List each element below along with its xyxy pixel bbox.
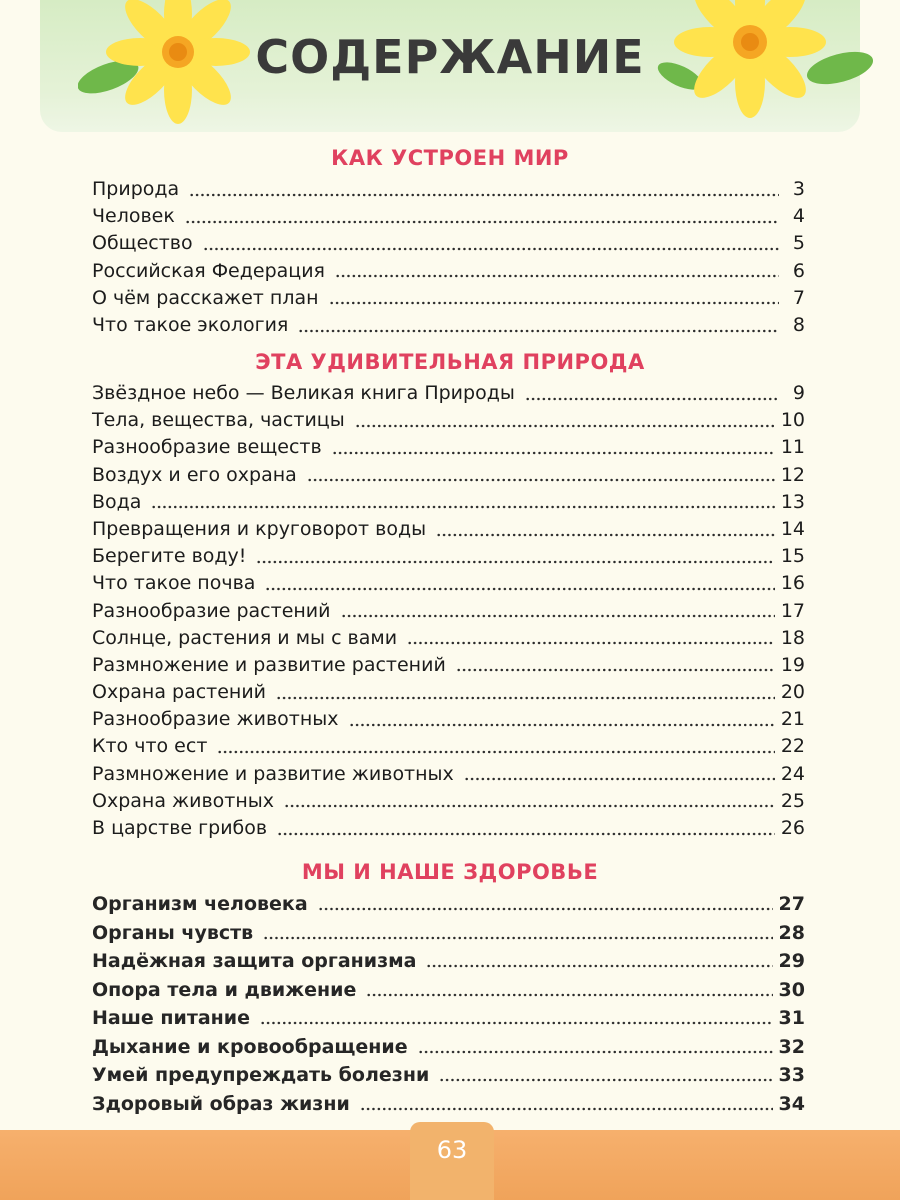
toc-item[interactable]: [92, 679, 805, 706]
toc-item-page: 13: [780, 490, 805, 513]
dot-leader: [335, 274, 779, 278]
dot-leader: [349, 723, 775, 727]
section-heading: МЫ И НАШЕ ЗДОРОВЬЕ: [301, 860, 599, 884]
toc-item[interactable]: [92, 434, 805, 461]
toc-list: [92, 176, 805, 339]
toc-item[interactable]: [92, 890, 805, 919]
toc-item-title: Воздух и его охрана: [92, 463, 297, 486]
toc-item[interactable]: [92, 407, 805, 434]
toc-item-page: 33: [778, 1064, 805, 1086]
toc-item[interactable]: [92, 947, 805, 976]
toc-item-title: Вода: [92, 490, 142, 513]
dot-leader: [203, 247, 779, 251]
toc-item-title: Разнообразие растений: [92, 599, 331, 622]
dot-leader: [265, 587, 774, 591]
toc-item-page: 8: [792, 313, 805, 336]
toc-item-page: 14: [780, 517, 805, 540]
toc-item[interactable]: [92, 788, 805, 815]
toc-item-title: Организм человека: [92, 893, 308, 915]
page-number: 63: [436, 1136, 468, 1164]
toc-item-page: 26: [780, 817, 805, 839]
toc-item-page: 29: [778, 950, 805, 972]
dot-leader: [332, 451, 775, 455]
toc-item[interactable]: [92, 380, 805, 407]
toc-item-title: Превращения и круговорот воды: [92, 517, 427, 540]
toc-item-page: 9: [792, 382, 805, 404]
dot-leader: [151, 505, 774, 509]
toc-item-title: Природа: [92, 178, 180, 200]
toc-list: [92, 380, 805, 842]
toc-item[interactable]: [92, 625, 805, 652]
toc-item-title: В царстве грибов: [92, 817, 268, 839]
toc-item-title: Надёжная защита организма: [92, 950, 417, 972]
dot-leader: [284, 804, 775, 808]
dot-leader: [407, 641, 775, 645]
toc-item[interactable]: [92, 489, 805, 516]
toc-item[interactable]: [92, 285, 805, 312]
toc-item[interactable]: [92, 176, 805, 203]
dot-leader: [355, 424, 775, 428]
toc-item-page: 28: [778, 921, 805, 944]
toc-item-title: Охрана растений: [92, 681, 267, 704]
toc-item-page: 3: [792, 178, 805, 200]
toc-item-page: 21: [780, 708, 805, 731]
dot-leader: [263, 936, 772, 940]
toc-item-page: 11: [780, 436, 805, 459]
dot-leader: [256, 560, 774, 564]
dot-leader: [189, 193, 779, 197]
toc-item-title: Наше питание: [92, 1007, 251, 1029]
toc-item-title: Звёздное небо — Великая книга Природы: [92, 382, 515, 404]
toc-item-page: 5: [792, 232, 805, 255]
toc-item-page: 7: [792, 286, 805, 309]
section-heading: ЭТА УДИВИТЕЛЬНАЯ ПРИРОДА: [255, 350, 645, 374]
toc-item-title: Опора тела и движение: [92, 978, 357, 1001]
toc-item-page: 32: [778, 1035, 805, 1058]
toc-item-page: 18: [780, 626, 805, 649]
toc-item-page: 24: [780, 762, 805, 785]
toc-item-title: Умей предупреждать болезни: [92, 1064, 430, 1086]
toc-item[interactable]: [92, 203, 805, 230]
toc-item[interactable]: [92, 1033, 805, 1062]
section-heading: КАК УСТРОЕН МИР: [331, 146, 569, 170]
toc-item-title: Разнообразие животных: [92, 708, 339, 731]
dot-leader: [366, 993, 772, 997]
toc-item-title: Органы чувств: [92, 921, 254, 944]
dot-leader: [525, 397, 779, 401]
toc-item[interactable]: [92, 230, 805, 257]
toc-item-title: Общество: [92, 232, 193, 255]
dot-leader: [277, 832, 775, 836]
toc-item[interactable]: [92, 258, 805, 285]
toc-item-title: Российская Федерация: [92, 259, 325, 282]
toc-item-title: Разнообразие веществ: [92, 436, 322, 459]
toc-item-page: 12: [780, 463, 805, 486]
dot-leader: [217, 750, 774, 754]
toc-item[interactable]: [92, 462, 805, 489]
dot-leader: [318, 907, 773, 911]
toc-item-page: 4: [792, 205, 805, 228]
toc-item[interactable]: [92, 919, 805, 948]
toc-item-page: 34: [778, 1092, 805, 1115]
toc-item[interactable]: [92, 761, 805, 788]
toc-item[interactable]: [92, 543, 805, 570]
toc-item-page: 31: [778, 1007, 805, 1029]
toc-item-page: 16: [780, 572, 805, 595]
toc-item-page: 27: [778, 893, 805, 915]
toc-item[interactable]: [92, 815, 805, 842]
page-title: СОДЕРЖАНИЕ: [255, 30, 645, 84]
toc-item[interactable]: [92, 1004, 805, 1033]
toc-item-page: 25: [780, 789, 805, 812]
toc-item-title: Что такое экология: [92, 313, 289, 336]
dot-leader: [298, 329, 779, 333]
toc-item[interactable]: [92, 652, 805, 679]
toc-item[interactable]: [92, 312, 805, 339]
toc-item-page: 19: [780, 653, 805, 676]
dot-leader: [329, 301, 779, 305]
toc-item-page: 20: [780, 681, 805, 704]
toc-item-title: Охрана животных: [92, 789, 275, 812]
dot-leader: [341, 614, 775, 618]
toc-item[interactable]: [92, 516, 805, 543]
dot-leader: [436, 533, 775, 537]
toc-item-title: Солнце, растения и мы с вами: [92, 626, 398, 649]
toc-item-page: 17: [780, 599, 805, 622]
toc-item-page: 30: [778, 978, 805, 1001]
toc-item-title: Дыхание и кровообращение: [92, 1035, 408, 1058]
dot-leader: [260, 1021, 773, 1025]
dot-leader: [439, 1078, 772, 1082]
toc-item[interactable]: [92, 976, 805, 1005]
toc-item[interactable]: [92, 1061, 805, 1090]
toc-item-title: Тела, вещества, частицы: [92, 409, 345, 432]
toc-item[interactable]: [92, 706, 805, 733]
toc-item-title: Берегите воду!: [92, 545, 247, 568]
dot-leader: [276, 696, 775, 700]
toc-item[interactable]: [92, 570, 805, 597]
toc-item-title: Размножение и развитие растений: [92, 653, 446, 676]
dot-leader: [307, 478, 775, 482]
toc-item-title: Кто что ест: [92, 735, 208, 758]
dot-leader: [426, 964, 772, 968]
toc-item[interactable]: [92, 1090, 805, 1119]
dot-leader: [360, 1107, 773, 1111]
toc-item-title: Размножение и развитие животных: [92, 762, 454, 785]
dot-leader: [456, 668, 775, 672]
toc-item-title: Что такое почва: [92, 572, 256, 595]
toc-item-page: 6: [792, 259, 805, 282]
toc-item[interactable]: [92, 598, 805, 625]
dot-leader: [464, 777, 775, 781]
dot-leader: [185, 220, 779, 224]
toc-list: [92, 890, 805, 1118]
toc-item-page: 22: [780, 735, 805, 758]
toc-item-title: Здоровый образ жизни: [92, 1092, 350, 1115]
toc-item[interactable]: [92, 733, 805, 760]
toc-item-page: 15: [780, 545, 805, 568]
toc-item-title: О чём расскажет план: [92, 286, 319, 309]
dot-leader: [418, 1050, 773, 1054]
toc-item-page: 10: [780, 409, 805, 432]
toc-item-title: Человек: [92, 205, 175, 228]
